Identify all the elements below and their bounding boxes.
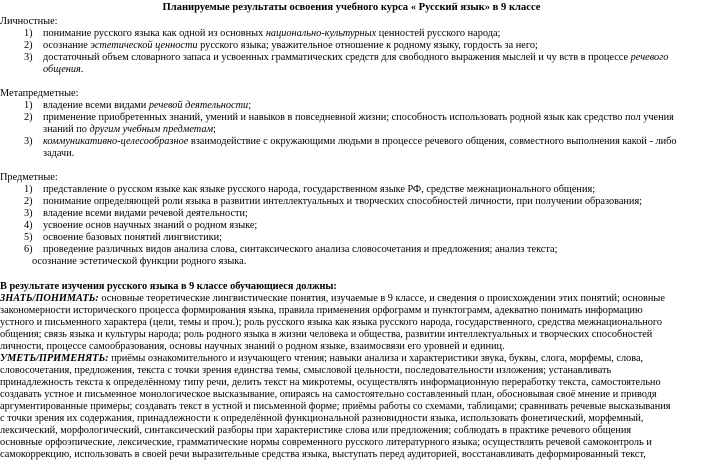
- list-marker: 1): [24, 100, 33, 111]
- can-paragraph-line: УМЕТЬ/ПРИМЕНЯТЬ: приёмы ознакомительного и изучающего чтения; навыки анализа и характеристики звука, буквы, слога, морфемы, слова,: [0, 353, 644, 364]
- list-item: владение всеми видами речевой деятельности;: [43, 100, 252, 111]
- section-heading-meta: Метапредметные:: [0, 88, 79, 99]
- list-marker: 2): [24, 112, 33, 123]
- list-marker: 2): [24, 196, 33, 207]
- list-item: осознание эстетической ценности русского языка; уважительное отношение к родному языку, гордость за него;: [43, 40, 538, 51]
- list-item: достаточный объем словарного запаса и усвоенных грамматических средств для свободного выражения мыслей и чу вств в процессе речевого: [43, 52, 669, 63]
- know-paragraph-line: устного и письменного характера (цели, темы и проч.); роль русского языка как языка русского народа, государственного, средства межнационального: [0, 317, 663, 328]
- list-marker: 1): [24, 184, 33, 195]
- list-item: коммуникативно-целесообразное взаимодействие с окружающими людьми в процессе речевого общения, совместного выполнения какой - либо: [43, 136, 677, 147]
- list-marker: 3): [24, 52, 33, 63]
- list-marker: 5): [24, 232, 33, 243]
- list-item: освоение базовых понятий лингвистики;: [43, 232, 222, 243]
- know-label: ЗНАТЬ/ПОНИМАТЬ:: [0, 293, 99, 304]
- list-item: представление о русском языке как языке русского народа, государственном языке РФ, средстве межнационального общения;: [43, 184, 596, 195]
- can-label: УМЕТЬ/ПРИМЕНЯТЬ:: [0, 353, 109, 364]
- know-paragraph-line: ЗНАТЬ/ПОНИМАТЬ: основные теоретические лингвистические понятия, изучаемые в 9 классе, и сведения о происхождении этих понятий; основные: [0, 293, 665, 304]
- can-paragraph-line: основные орфоэпические, лексические, грамматические нормы современного русского литературного языка; осуществлять речевой самоконтроль и: [0, 437, 652, 448]
- results-heading: В результате изучения русского языка в 9 классе обучающиеся должны:: [0, 281, 337, 292]
- list-marker: 2): [24, 40, 33, 51]
- list-item: проведение различных видов анализа слова, синтаксического анализа словосочетания и предложения; анализ текста;: [43, 244, 558, 255]
- list-item-continuation: общения.: [43, 64, 84, 75]
- can-paragraph-line: самокоррекцию, использовать в своей речи выразительные средства языка, выступать перед аудиторией, восстанавливать деформированный текст,: [0, 449, 646, 460]
- list-marker: 3): [24, 208, 33, 219]
- list-item: понимание определяющей роли языка в развитии интеллектуальных и творческих способностей личности, при получении образования;: [43, 196, 643, 207]
- know-paragraph-line: закономерности исторического процесса формирования языка, правила применения орфограмм и пунктограмм, адекватно понимать информацию: [0, 305, 643, 316]
- can-paragraph-line: словосочетания, предложения, текста с точки зрения единства темы, смысловой цельности, последовательности изложения; устанавливать: [0, 365, 612, 376]
- list-marker: 4): [24, 220, 33, 231]
- list-item-continuation: знаний по другим учебным предметам;: [43, 124, 216, 135]
- list-marker: 3): [24, 136, 33, 147]
- can-paragraph-line: принадлежность текста к определённому типу речи, делить текст на микротемы, осуществлять информационную переработку текста, самостоятельно: [0, 377, 661, 388]
- can-paragraph-line: лексический, морфологический, синтаксический разборы при характеристике слова или предложения; соблюдать в практике речевого общения: [0, 425, 632, 436]
- know-paragraph-line: общения; связь языка и культуры народа; роль родного языка в жизни человека и общества, развитии интеллектуальных и творческих способностей: [0, 329, 653, 340]
- section-heading-personal: Личностные:: [0, 16, 58, 27]
- page-title: Планируемые результаты освоения учебного курса « Русский язык» в 9 классе: [162, 2, 541, 13]
- list-item: применение приобретенных знаний, умений и навыков в повседневной жизни; способность использовать родной язык как средство пол учения: [43, 112, 674, 123]
- section-heading-subject: Предметные:: [0, 172, 58, 183]
- list-item: владение всеми видами речевой деятельности;: [43, 208, 248, 219]
- can-paragraph-line: создавать устное и письменное монологическое высказывание, опираясь на самостоятельно составленный план, обосновывая своё мнение и приводя: [0, 389, 657, 400]
- list-marker: 1): [24, 28, 33, 39]
- can-paragraph-line: с точки зрения их содержания, принадлежности к определённой функциональной разновидности языка, использовать фонетический, морфемный,: [0, 413, 644, 424]
- list-item: понимание русского языка как одной из основных национально-культурных ценностей русского народа;: [43, 28, 501, 39]
- can-paragraph-line: аргументированные примеры; создавать текст в устной и письменной форме; приёмы работы со схемами, таблицами; сравнивать речевые высказывания: [0, 401, 671, 412]
- list-item-continuation: осознание эстетической функции родного языка.: [32, 256, 247, 267]
- list-item-continuation: задачи.: [43, 148, 75, 159]
- list-item: усвоение основ научных знаний о родном языке;: [43, 220, 258, 231]
- list-marker: 6): [24, 244, 33, 255]
- know-paragraph-line: личности, процессе самообразования, основы научных знаний о родном языке, взаимосвязи его уровней и единиц.: [0, 341, 505, 352]
